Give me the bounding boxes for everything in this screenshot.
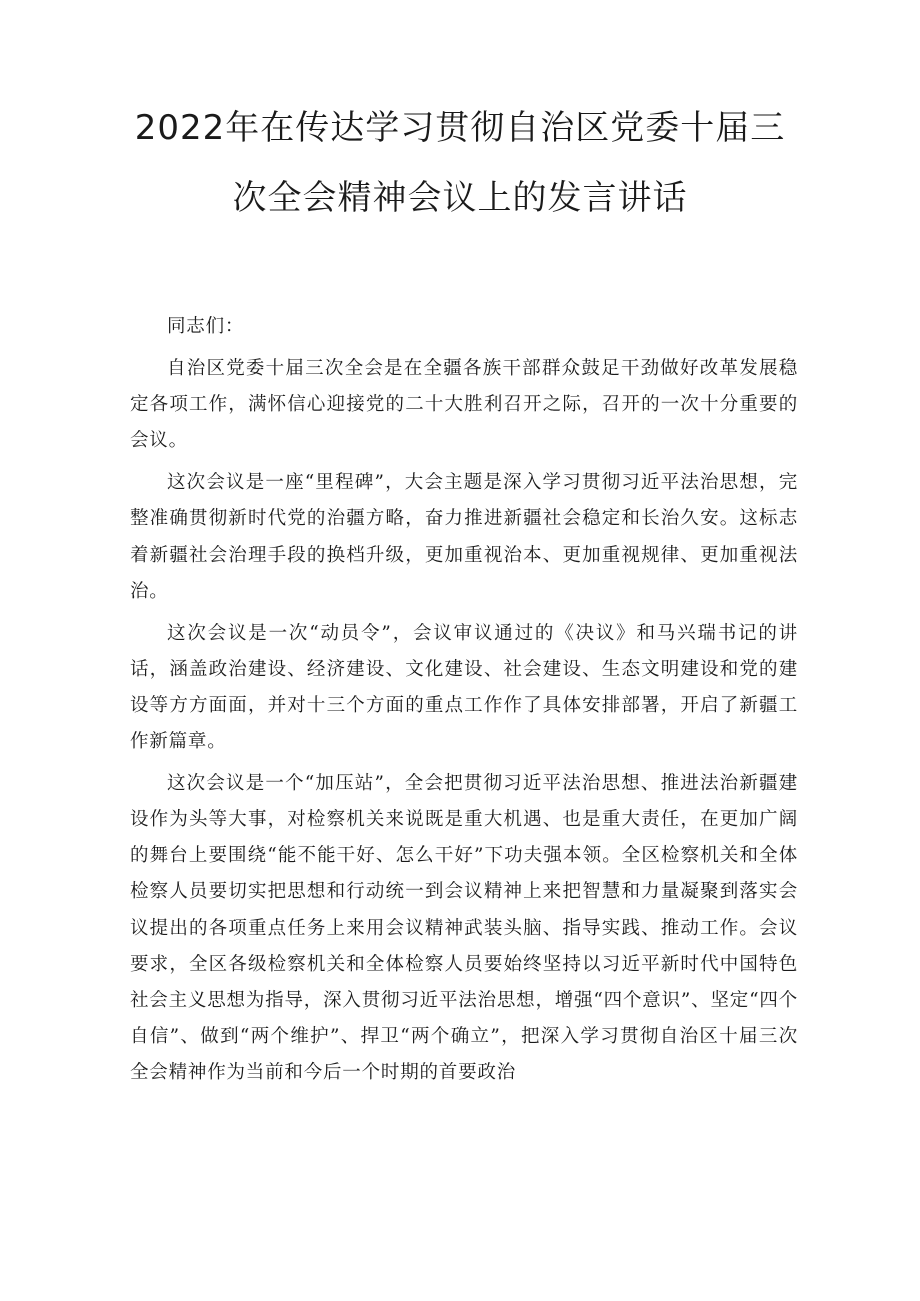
paragraph-2: 这次会议是一座“里程碑”，大会主题是深入学习贯彻习近平法治思想，完整准确贯彻新时代党的治疆方略，奋力推进新疆社会稳定和长治久安。这标志着新疆社会治理手段的换档升级，更加重视治本、更加重视规律、更加重视法治。 — [130, 472, 798, 602]
paragraph-1: 自治区党委十届三次全会是在全疆各族干部群众鼓足干劲做好改革发展稳定各项工作，满怀信心迎接党的二十大胜利召开之际，召开的一次十分重要的会议。 — [130, 358, 798, 452]
document-title-line-1: 2022年在传达学习贯彻自治区党委十届三 — [134, 108, 786, 148]
salutation: 同志们： — [167, 316, 245, 337]
document-title-line-2: 次全会精神会议上的发言讲话 — [232, 178, 688, 218]
paragraph-3: 这次会议是一次“动员令”，会议审议通过的《决议》和马兴瑞书记的讲话，涵盖政治建设、经济建设、文化建设、社会建设、生态文明建设和党的建设等方方面面，并对十三个方面的重点工作作了具体安排部署，开启了新疆工作新篇章。 — [130, 622, 798, 753]
paragraph-4: 这次会议是一个“加压站”，全会把贯彻习近平法治思想、推进法治新疆建设作为头等大事，对检察机关来说既是重大机遇、也是重大责任，在更加广阔的舞台上要围绕“能不能干好、怎么干好”下功夫强本领。全区检察机关和全体检察人员要切实把思想和行动统一到会议精神上来把智慧和力量凝聚到落实会议提出的各项重点任务上来用会议精神武装头脑、指导实践、推动工作。会议要求，全区各级检察机关和全体检察人员要始终坚持以习近平新时代中国特色社会主义思想为指导，深入贯彻习近平法治思想，增强“四个意识”、坚定“四个自信”、做到“两个维护”、捍卫“两个确立”，把深入学习贯彻自治区十届三次全会精神作为当前和今后一个时期的首要政治 — [130, 773, 798, 1083]
document-body — [130, 309, 798, 1091]
